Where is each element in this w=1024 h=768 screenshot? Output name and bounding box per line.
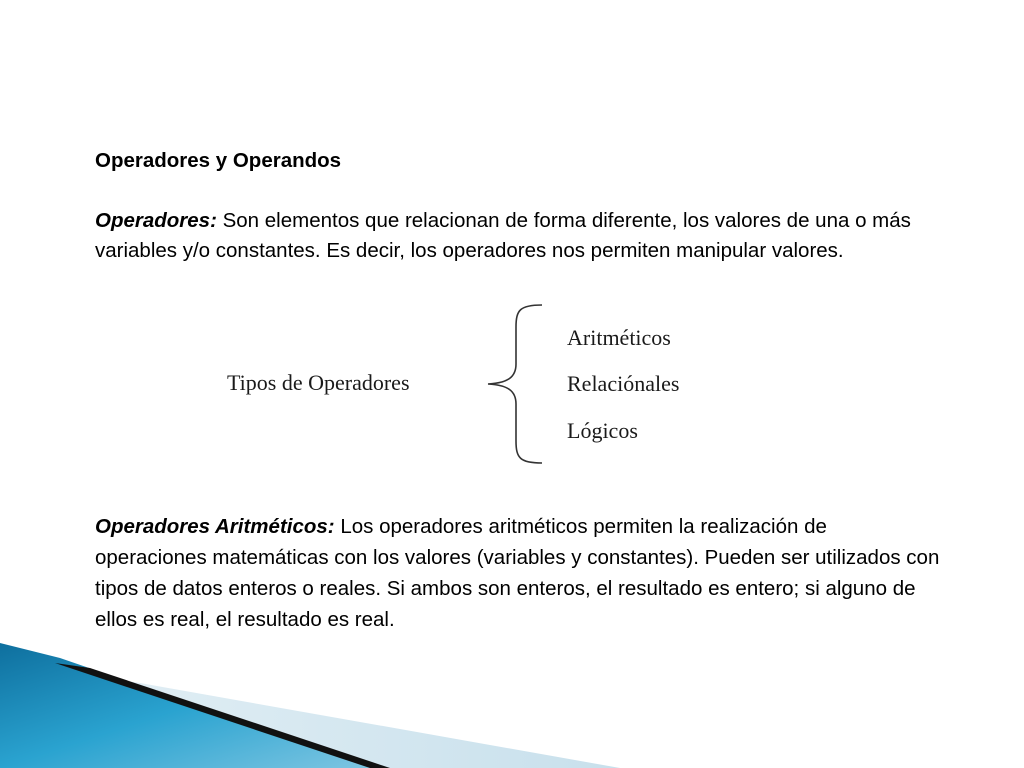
slide-content-bottom [95,511,940,635]
operators-definition [95,206,940,266]
operators-text: Son elementos que relacionan de forma diferente, los valores de una o más variables y/o constantes. Es decir, los operadores nos permiten manipular valores. [95,209,911,262]
diagram-item-logicos: Lógicos [567,418,638,443]
diagram-item-relacionales: Relaciónales [567,371,680,396]
curly-brace-icon [480,302,550,467]
arithmetic-lead: Operadores Aritméticos: [95,515,335,538]
operator-types-diagram [225,300,725,470]
diagram-root-label: Tipos de Operadores [227,370,410,395]
arithmetic-operators-paragraph [95,511,940,635]
operators-lead: Operadores: [95,209,217,232]
slide-title: Operadores y Operandos [95,149,342,172]
slide-content-top [95,146,940,266]
arithmetic-text: Los operadores aritméticos permiten la realización de operaciones matemáticas con los valores (variables y constantes). Pueden ser utilizados con tipos de datos enteros o reales. Si ambos son enteros, el resultado es entero; si alguno de ellos es real, el resultado es real. [95,515,940,631]
corner-decoration [0,643,1024,768]
diagram-item-aritmeticos: Aritméticos [567,325,671,350]
